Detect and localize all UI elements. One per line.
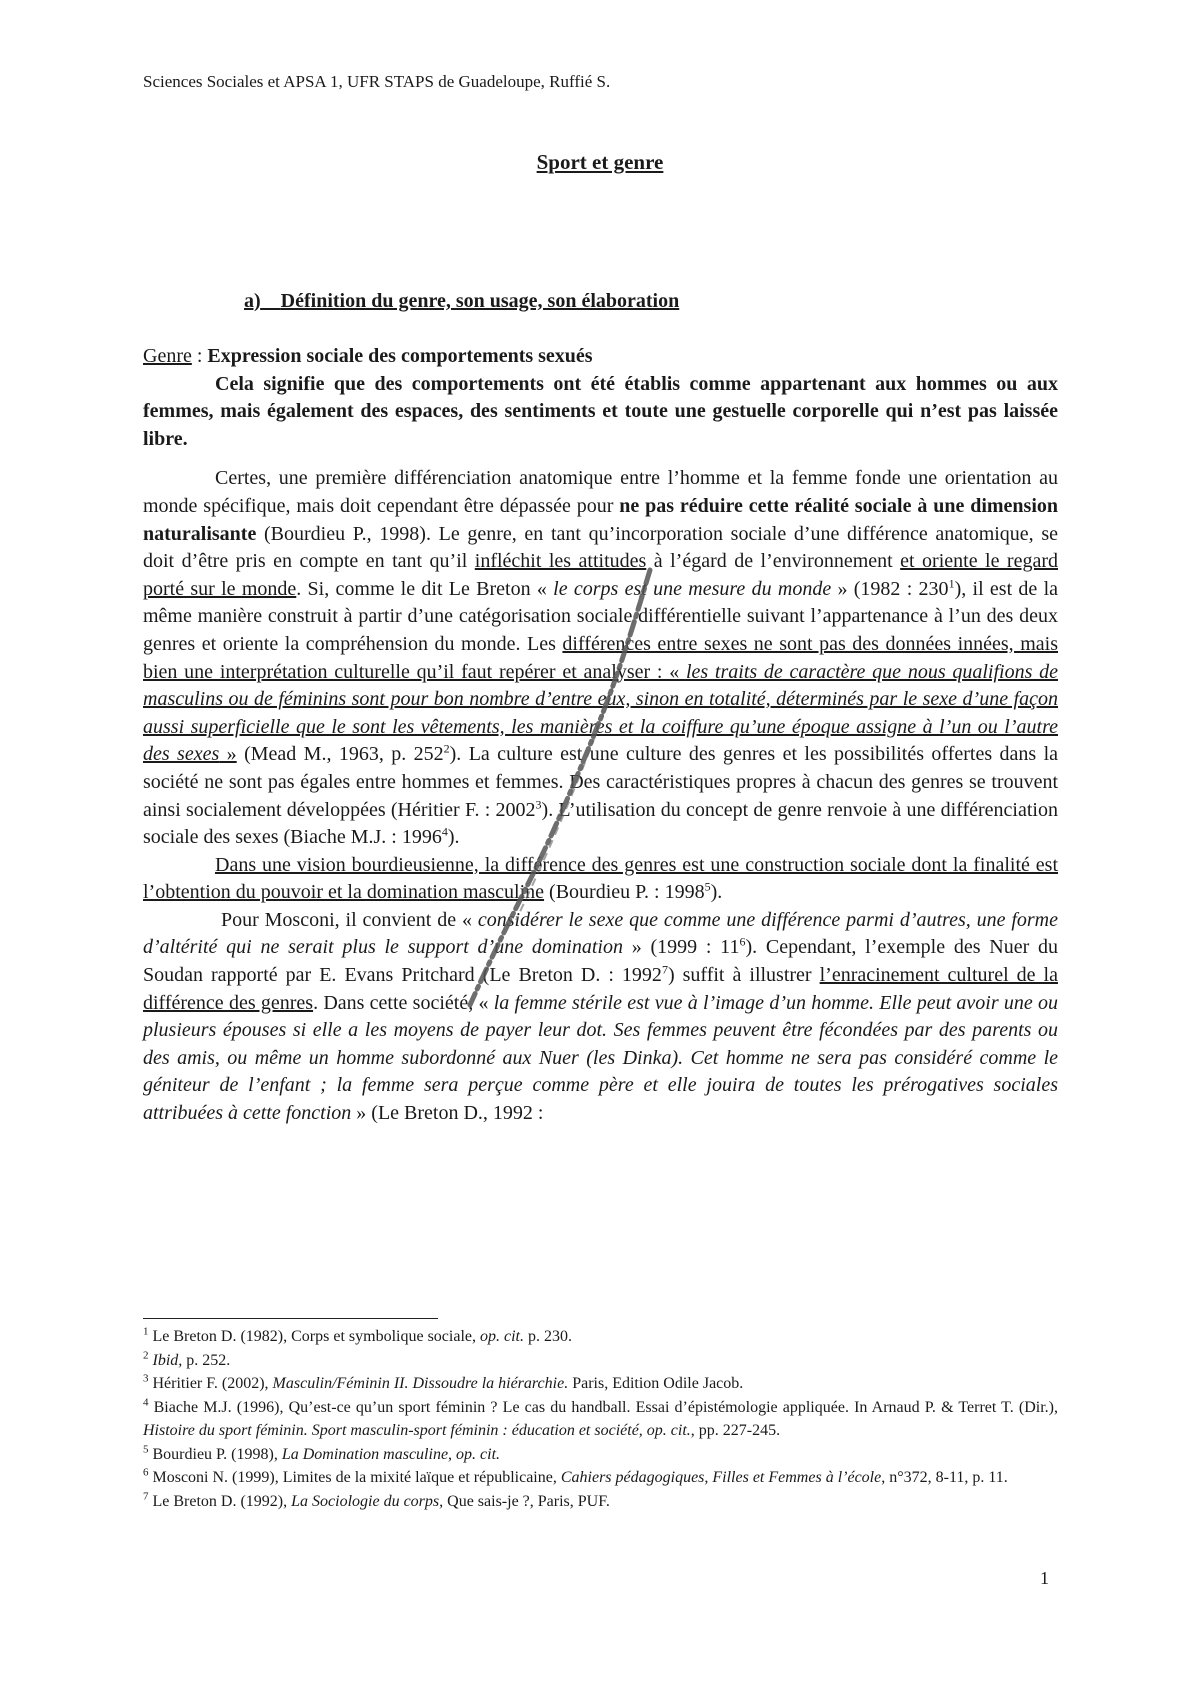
text-run: ). bbox=[710, 881, 723, 904]
text-run: à l’égard de l’environnement bbox=[646, 550, 901, 573]
footnote-italic: Ibid, bbox=[152, 1351, 183, 1369]
text-run: ). La culture est une culture des genres et les possibilités offertes dans la société ne sont pas égales entre hommes et femmes. Des caractéristiques propres à chacun des genres se trouvent ainsi socialement développées (Héritier F. : 2002 bbox=[143, 743, 1059, 821]
footnote-text: Que sais-je ?, Paris, PUF. bbox=[443, 1492, 610, 1510]
footnote-number: 6 bbox=[143, 1466, 149, 1479]
footnote-italic: La Domination masculine, op. cit. bbox=[281, 1445, 501, 1463]
footnote-item bbox=[143, 1443, 1058, 1467]
footnote-italic: Histoire du sport féminin. Sport masculin-sport féminin : éducation et société, op. cit. bbox=[143, 1422, 691, 1439]
paragraph-2 bbox=[143, 852, 1058, 907]
footnote-number: 7 bbox=[143, 1490, 149, 1503]
footnote-ref[interactable]: 3 bbox=[535, 796, 542, 811]
text-run: ). Cependant, l’exemple des Nuer du Soudan rapporté par E. Evans Pritchard (Le Breton D. : 1992 bbox=[143, 936, 1058, 987]
footnote-text: p. 230. bbox=[524, 1328, 572, 1345]
footnote-text: Mosconi N. (1999), Limites de la mixité laïque et républicaine, bbox=[148, 1469, 561, 1486]
section-heading bbox=[244, 290, 679, 313]
text-run: » (1999 : 11 bbox=[622, 936, 740, 959]
body-text bbox=[143, 343, 1058, 1128]
underlined-italic-quote: les traits de caractère que nous qualifions de masculins ou de féminins sont pour bon nombre d’entre eux, sinon en totalité, déterminés par le sexe d’une façon aussi superficielle que le sont les vêtements, les manières et la coiffure qu’une époque assigne à l’un ou l’autre des sexes bbox=[143, 660, 1058, 766]
text-run: (Mead M., 1963, p. 252 bbox=[236, 743, 444, 766]
footnote-item bbox=[143, 1396, 1058, 1443]
footnote-text: , pp. 227-245. bbox=[690, 1422, 781, 1439]
genre-definition bbox=[143, 343, 1058, 371]
underlined-run: différences entre sexes ne sont pas des données innées, mais bien une interprétation culturelle qu’il faut repérer et analyser : « bbox=[143, 632, 1058, 683]
underlined-run: et oriente le regard porté sur le monde bbox=[143, 550, 1059, 600]
text-run: . Si, comme le dit Le Breton « bbox=[296, 577, 554, 600]
footnote-number: 1 bbox=[143, 1325, 149, 1338]
footnote-number: 2 bbox=[143, 1349, 149, 1362]
paragraph-3 bbox=[143, 907, 1058, 1128]
footnote-text: Le Breton D. (1982), Corps et symbolique sociale, bbox=[148, 1328, 480, 1345]
footnote-item bbox=[143, 1349, 1058, 1373]
underlined-run: infléchit les attitudes bbox=[474, 550, 647, 573]
footnote-text: Biache M.J. (1996), Qu’est-ce qu’un sport féminin ? Le cas du handball. Essai d’épistémologie appliquée. In Arnaud P. & Terret T. (Dir.), bbox=[148, 1398, 1058, 1416]
footnote-text: p. 252. bbox=[182, 1351, 231, 1369]
underlined-run: l’enracinement culturel de la différence des genres bbox=[143, 964, 1058, 1014]
paragraph-1 bbox=[143, 465, 1058, 851]
genre-expression: Expression sociale des comportements sexués bbox=[207, 345, 593, 367]
footnote-text: Bourdieu P. (1998), bbox=[148, 1445, 282, 1463]
footnote-ref[interactable]: 1 bbox=[948, 576, 955, 591]
footnote-ref[interactable]: 2 bbox=[443, 741, 450, 756]
footnote-separator bbox=[143, 1318, 438, 1319]
text-run: (Bourdieu P., 1998). Le genre, en tant qu’incorporation sociale d’une différence anatomique, se doit d’être pris en compte en tant qu’il bbox=[143, 522, 1058, 573]
italic-quote: considérer le sexe que comme une différence parmi d’autres, une forme d’altérité qui ne serait plus le support d’une domination bbox=[143, 908, 1058, 959]
text-run: ), il est de la même manière construit à partir d’une catégorisation sociale différentielle suivant l’appartenance à l’un des deux genres et oriente la compréhension du monde. Les bbox=[143, 577, 1059, 655]
text-run: ). L’utilisation du concept de genre renvoie à une différenciation sociale des sexes (Biache M.J. : 1996 bbox=[143, 798, 1058, 849]
footnote-ref[interactable]: 5 bbox=[704, 879, 711, 894]
underlined-run: » bbox=[219, 743, 237, 766]
footnote-italic: La Sociologie du corps, bbox=[291, 1492, 444, 1510]
definition-explanation: Cela signifie que des comportements ont été établis comme appartenant aux hommes ou aux femmes, mais également des espaces, des sentiments et toute une gestuelle corporelle qui n’est pas laissée libre. bbox=[143, 372, 1058, 450]
definition-separator: : bbox=[191, 345, 208, 367]
footnote-italic: Masculin/Féminin II. Dissoudre la hiérarchie. bbox=[272, 1375, 569, 1392]
footnote-item bbox=[143, 1325, 1058, 1349]
footnote-number: 4 bbox=[143, 1396, 149, 1409]
footnote-text: Le Breton D. (1992), bbox=[148, 1492, 292, 1510]
italic-quote: la femme stérile est vue à l’image d’un homme. Elle peut avoir une ou plusieurs épouses si elle a les moyens de payer leur dot. Ses femmes peuvent être fécondées par des parents ou des amis, ou même un homme subordonné aux Nuer (les Dinka). Cet homme ne sera pas considéré comme le géniteur de l’enfant ; la femme sera perçue comme père et elle jouira de toutes les prérogatives sociales attribuées à cette fonction bbox=[143, 991, 1059, 1125]
text-run: ). bbox=[447, 826, 460, 849]
text-run: (Bourdieu P. : 1998 bbox=[544, 881, 705, 904]
text-run: » (1982 : 230 bbox=[831, 577, 949, 600]
footnote-italic: op. cit. bbox=[480, 1328, 524, 1345]
text-run: » (Le Breton D., 1992 : bbox=[351, 1102, 544, 1125]
text-run: Pour Mosconi, il convient de « bbox=[221, 908, 478, 931]
footnote-italic: Cahiers pédagogiques, Filles et Femmes à l’école bbox=[560, 1469, 882, 1486]
footnote-number: 3 bbox=[143, 1372, 149, 1385]
section-number: a) bbox=[244, 290, 261, 312]
footnote-ref[interactable]: 7 bbox=[661, 962, 668, 977]
bold-run: ne pas réduire cette réalité sociale à une dimension naturalisante bbox=[143, 494, 1058, 545]
text-run: Certes, une première différenciation anatomique entre l’homme et la femme fonde une orientation au monde spécifique, mais doit cependant être dépassée pour bbox=[143, 467, 1058, 517]
underlined-run: Dans une vision bourdieusienne, la différence des genres est une construction sociale dont la finalité est l’obtention du pouvoir et la domination masculine bbox=[143, 853, 1058, 904]
footnote-item bbox=[143, 1466, 1058, 1490]
section-title: Définition du genre, son usage, son élaboration bbox=[280, 290, 680, 312]
footnote-text: Paris, Edition Odile Jacob. bbox=[568, 1375, 744, 1392]
document-title: Sport et genre bbox=[536, 150, 664, 174]
footnotes bbox=[143, 1325, 1058, 1513]
italic-quote: le corps est une mesure du monde bbox=[553, 577, 832, 600]
footnote-ref[interactable]: 6 bbox=[739, 934, 746, 949]
running-header: Sciences Sociales et APSA 1, UFR STAPS de Guadeloupe, Ruffié S. bbox=[143, 72, 611, 91]
text-run: . Dans cette société, « bbox=[313, 991, 494, 1014]
footnote-text: Héritier F. (2002), bbox=[148, 1375, 273, 1392]
footnote-number: 5 bbox=[143, 1443, 149, 1456]
genre-term: Genre bbox=[143, 345, 192, 367]
text-run: ) suffit à illustrer bbox=[667, 964, 820, 987]
footnote-item bbox=[143, 1372, 1058, 1396]
footnote-ref[interactable]: 4 bbox=[441, 824, 448, 839]
footnote-text: , n°372, 8-11, p. 11. bbox=[881, 1469, 1008, 1486]
footnote-item bbox=[143, 1490, 1058, 1514]
page-number: 1 bbox=[1040, 1568, 1049, 1588]
